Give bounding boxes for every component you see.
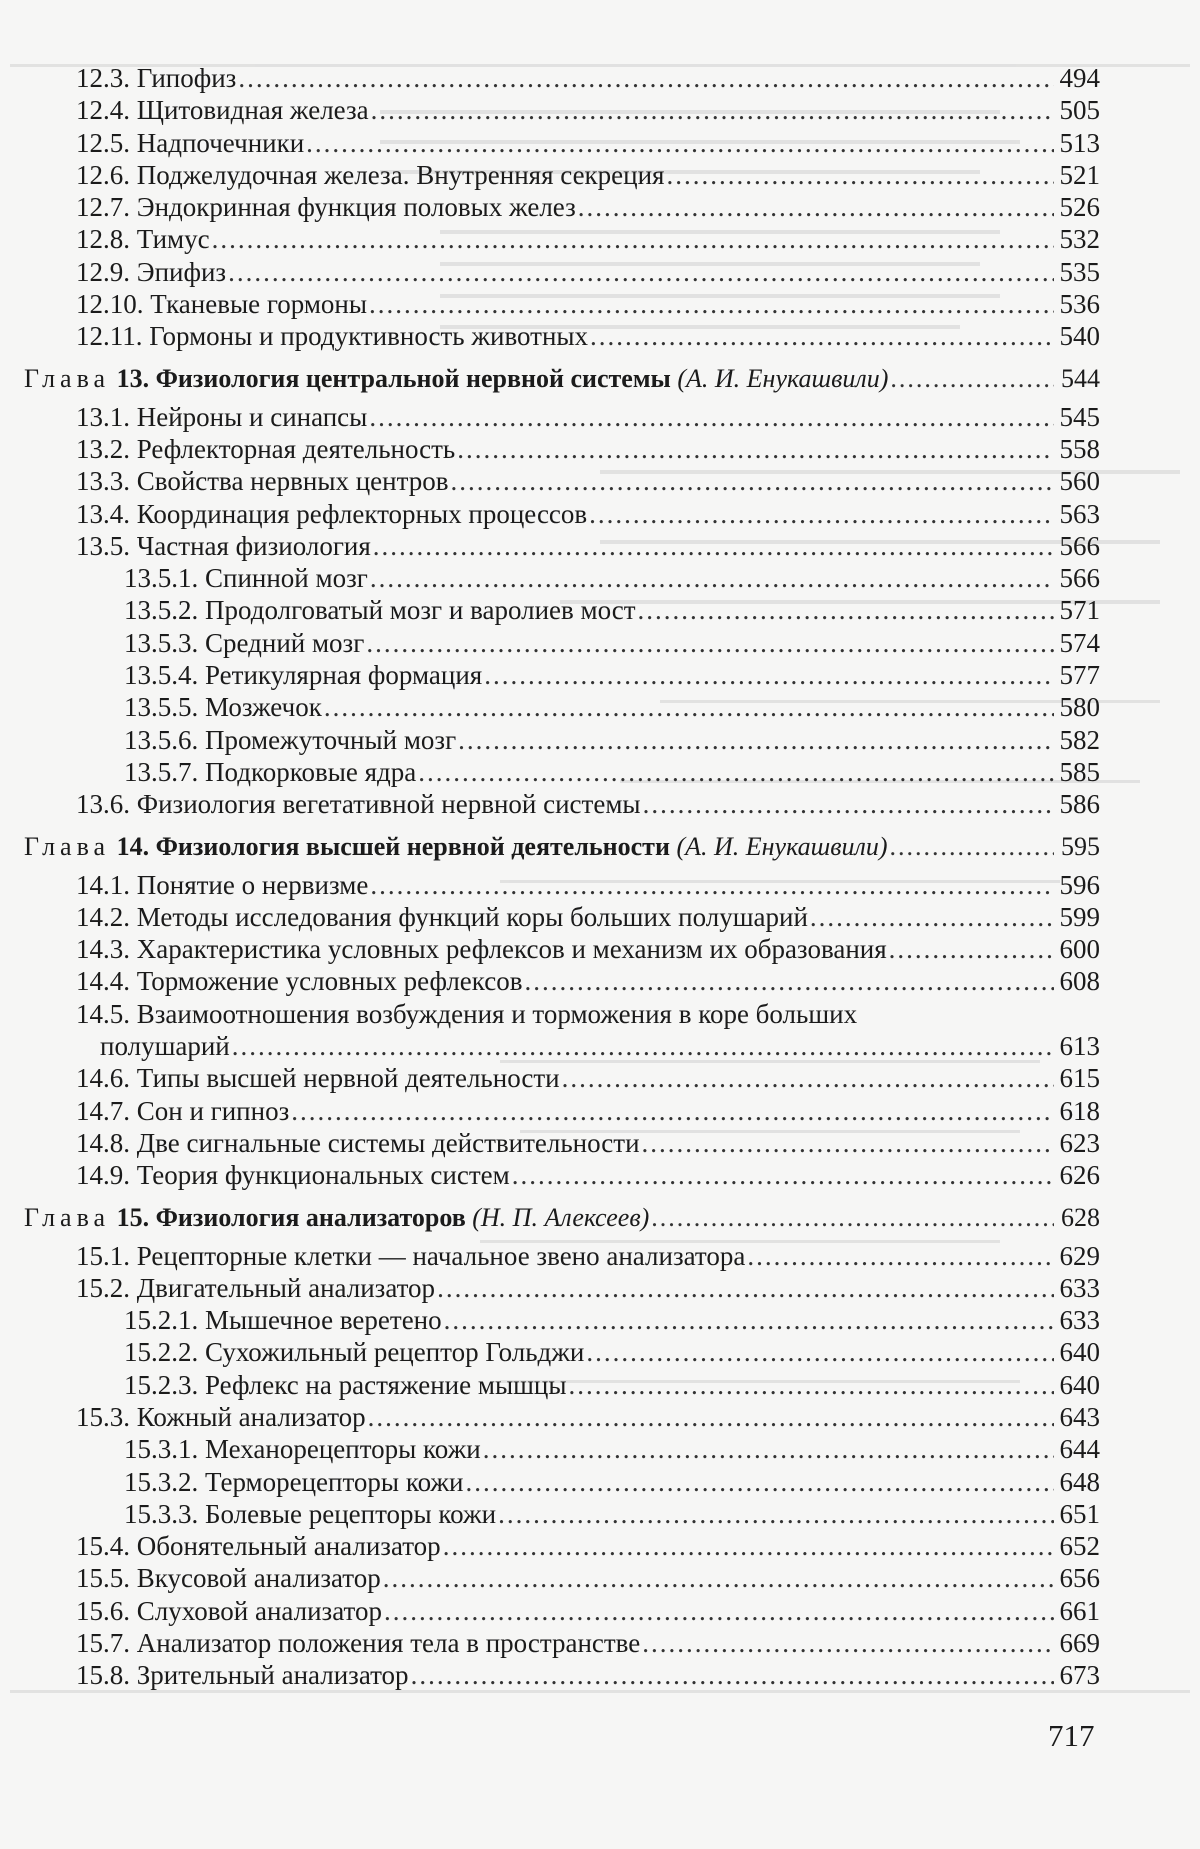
entry-title xyxy=(76,288,367,320)
page-ref: 494 xyxy=(1059,63,1100,93)
entry-title-text: Координация рефлекторных процессов xyxy=(136,498,588,529)
leader-dots xyxy=(370,869,1054,901)
toc-entry-14-5[interactable] xyxy=(24,998,1100,1063)
entry-title-text: Кожный анализатор xyxy=(136,1401,366,1432)
page-ref: 521 xyxy=(1059,159,1100,190)
chapter-author: (Н. П. Алексеев) xyxy=(472,1202,650,1232)
page-ref: 532 xyxy=(1059,224,1100,255)
page-ref: 536 xyxy=(1059,289,1100,320)
entry-title-text: Зрительный анализатор xyxy=(136,1660,409,1691)
entry-title-text: Ретикулярная формация xyxy=(205,660,483,691)
page-ref: 669 xyxy=(1059,1628,1100,1659)
entry-number: 15.2.2. xyxy=(124,1337,199,1368)
toc-entry[interactable] xyxy=(24,869,1100,901)
entry-title xyxy=(124,659,482,691)
entry-number: 13.2. xyxy=(76,433,130,464)
entry-title-text: Механорецепторы кожи xyxy=(205,1434,481,1465)
chapter-author: (А. И. Енукашвили) xyxy=(676,831,888,861)
toc-entry[interactable] xyxy=(24,191,1100,223)
leader-dots xyxy=(238,62,1054,94)
entry-number: 13.5.1. xyxy=(124,563,199,594)
page-ref: 560 xyxy=(1059,466,1100,497)
entry-number: 15.5. xyxy=(76,1563,130,1594)
page-ref: 566 xyxy=(1059,530,1100,561)
entry-number: 15.6. xyxy=(76,1595,130,1626)
entry-number: 13.1. xyxy=(76,401,130,432)
entry-number: 12.8. xyxy=(76,224,130,255)
entry-number: 14.7. xyxy=(76,1095,130,1126)
chapter-14-heading[interactable] xyxy=(24,831,1100,869)
leader-dots xyxy=(291,1095,1054,1127)
page-ref: 615 xyxy=(1059,1063,1100,1094)
page-ref: 623 xyxy=(1059,1127,1100,1158)
entry-number: 14.1. xyxy=(76,869,130,900)
entry-title-text: Спинной мозг xyxy=(205,563,368,594)
leader-dots xyxy=(384,1595,1054,1627)
page-ref: 566 xyxy=(1059,563,1100,594)
entry-number: 14.4. xyxy=(76,966,130,997)
toc-entry[interactable] xyxy=(24,530,1100,562)
leader-dots xyxy=(642,1627,1054,1659)
entry-title xyxy=(76,256,226,288)
page-ref: 633 xyxy=(1059,1272,1100,1303)
entry-number: 14.9. xyxy=(76,1160,130,1191)
leader-dots xyxy=(443,1530,1054,1562)
entry-title xyxy=(76,498,587,530)
toc-entry[interactable] xyxy=(24,1062,1100,1094)
entry-number: 14.3. xyxy=(76,934,130,965)
entry-title xyxy=(76,1272,435,1304)
toc-entry[interactable] xyxy=(24,788,1100,820)
toc-entry[interactable] xyxy=(24,288,1100,320)
entry-number: 15.8. xyxy=(76,1660,130,1691)
entry-title-text: Гормоны и продуктивность животных xyxy=(149,321,589,352)
leader-dots xyxy=(586,1336,1054,1368)
toc-entry[interactable] xyxy=(24,1627,1100,1659)
toc-entry[interactable] xyxy=(24,1562,1100,1594)
page-ref: 608 xyxy=(1059,966,1100,997)
entry-number: 12.4. xyxy=(76,95,130,126)
entry-number: 15.2.3. xyxy=(124,1369,199,1400)
leader-dots xyxy=(324,691,1054,723)
entry-title-text: Эпифиз xyxy=(136,256,227,287)
entry-title-text: Физиология вегетативной нервной системы xyxy=(136,789,641,820)
page-ref: 582 xyxy=(1059,724,1100,755)
entry-title xyxy=(124,1466,464,1498)
entry-title xyxy=(124,1433,481,1465)
entry-number: 14.2. xyxy=(76,901,130,932)
entry-title xyxy=(124,724,456,756)
entry-number: 13.4. xyxy=(76,498,130,529)
chapter-word: Глава xyxy=(24,363,111,393)
toc-entry[interactable] xyxy=(24,433,1100,465)
entry-number: 14.8. xyxy=(76,1127,130,1158)
page-ref: 513 xyxy=(1059,127,1100,158)
entry-title xyxy=(76,159,664,191)
page-number: 717 xyxy=(1048,1718,1095,1753)
page-ref: 652 xyxy=(1059,1531,1100,1562)
page-ref: 640 xyxy=(1059,1369,1100,1400)
entry-number: 13.5.3. xyxy=(124,627,199,658)
toc-section-14-part-a xyxy=(24,869,1100,998)
entry-title xyxy=(76,788,641,820)
entry-title-text: Мышечное веретено xyxy=(205,1305,442,1336)
entry-title xyxy=(124,691,322,723)
leader-dots xyxy=(368,1401,1054,1433)
leader-dots xyxy=(568,1369,1054,1401)
toc-entry[interactable] xyxy=(24,1466,1100,1498)
chapter-word: Глава xyxy=(24,1202,111,1232)
entry-title xyxy=(124,1369,566,1401)
entry-title-text: Рефлекторная деятельность xyxy=(136,433,456,464)
page-ref: 586 xyxy=(1059,789,1100,820)
toc-entry[interactable] xyxy=(24,756,1100,788)
entry-title xyxy=(76,94,369,126)
entry-number: 14.5. xyxy=(76,998,130,1029)
entry-title-text: Теория функциональных систем xyxy=(136,1160,510,1191)
entry-title xyxy=(124,1336,584,1368)
page-ref: 580 xyxy=(1059,692,1100,723)
leader-dots xyxy=(747,1240,1054,1272)
entry-number: 15.3. xyxy=(76,1401,130,1432)
entry-title-text: Эндокринная функция половых желез xyxy=(136,192,576,223)
entry-title-text: Нейроны и синапсы xyxy=(136,401,368,432)
leader-dots xyxy=(369,288,1054,320)
entry-title xyxy=(124,1498,496,1530)
page-ref: 596 xyxy=(1059,869,1100,900)
leader-dots xyxy=(371,94,1054,126)
entry-title xyxy=(76,1595,382,1627)
toc-entry[interactable] xyxy=(24,659,1100,691)
toc-entry[interactable] xyxy=(24,965,1100,997)
entry-title-text: Щитовидная железа xyxy=(136,95,369,126)
toc-entry[interactable] xyxy=(24,562,1100,594)
entry-number: 15.4. xyxy=(76,1531,130,1562)
toc-entry[interactable] xyxy=(24,223,1100,255)
page-ref: 505 xyxy=(1059,95,1100,126)
entry-title xyxy=(76,1240,745,1272)
page-ref: 628 xyxy=(1061,1202,1100,1232)
entry-number: 13.6. xyxy=(76,789,130,820)
chapter-title: 14. Физиология высшей нервной деятельности xyxy=(116,831,670,861)
page-ref: 626 xyxy=(1059,1160,1100,1191)
entry-title xyxy=(76,1627,640,1659)
leader-dots xyxy=(212,223,1054,255)
toc-entry[interactable] xyxy=(24,901,1100,933)
page-ref: 648 xyxy=(1059,1466,1100,1497)
entry-title xyxy=(124,562,368,594)
entry-number: 12.11. xyxy=(76,321,143,352)
leader-dots xyxy=(666,159,1054,191)
entry-title xyxy=(76,1095,289,1127)
entry-title-text: Тканевые гормоны xyxy=(150,289,367,320)
entry-title-text: Двигательный анализатор xyxy=(136,1272,436,1303)
leader-dots xyxy=(589,498,1054,530)
leader-dots xyxy=(466,1466,1054,1498)
entry-title-text: Методы исследования функций коры больших полушарий xyxy=(136,901,808,932)
toc-entry[interactable] xyxy=(24,401,1100,433)
leader-dots xyxy=(578,191,1054,223)
entry-title xyxy=(76,965,522,997)
toc-entry[interactable] xyxy=(24,724,1100,756)
toc-section-12 xyxy=(24,62,1100,353)
leader-dots xyxy=(890,831,1055,863)
toc-entry[interactable] xyxy=(24,498,1100,530)
entry-title xyxy=(76,465,448,497)
entry-title-text: Тимус xyxy=(136,224,210,255)
leader-dots xyxy=(370,562,1054,594)
page-ref: 563 xyxy=(1059,498,1100,529)
entry-number: 13.5.6. xyxy=(124,724,199,755)
toc-entry[interactable] xyxy=(24,594,1100,626)
toc-entry[interactable] xyxy=(24,1498,1100,1530)
leader-dots xyxy=(232,1030,1054,1062)
toc-entry[interactable] xyxy=(24,1595,1100,1627)
entry-title-text: Рецепторные клетки — начальное звено анализатора xyxy=(136,1240,746,1271)
leader-dots xyxy=(562,1062,1054,1094)
toc-entry[interactable] xyxy=(24,1530,1100,1562)
page-ref: 558 xyxy=(1059,433,1100,464)
entry-title-text: Типы высшей нервной деятельности xyxy=(136,1063,560,1094)
page-ref: 629 xyxy=(1059,1240,1100,1271)
leader-dots xyxy=(483,1433,1054,1465)
entry-title xyxy=(76,1159,510,1191)
entry-number: 12.6. xyxy=(76,159,130,190)
page-ref: 574 xyxy=(1059,627,1100,658)
entry-number: 13.5.5. xyxy=(124,692,199,723)
page-ref: 599 xyxy=(1059,901,1100,932)
leader-dots xyxy=(450,465,1054,497)
leader-dots xyxy=(642,1127,1054,1159)
toc-entry[interactable] xyxy=(24,1272,1100,1304)
entry-title xyxy=(76,1062,560,1094)
leader-dots xyxy=(444,1304,1054,1336)
page-ref: 673 xyxy=(1059,1660,1100,1691)
entry-title xyxy=(124,756,416,788)
entry-title-line-1: Взаимоотношения возбуждения и торможения в коре больших xyxy=(136,998,858,1029)
entry-title xyxy=(76,127,304,159)
entry-title xyxy=(124,627,364,659)
chapter-author: (А. И. Енукашвили) xyxy=(677,363,889,393)
entry-title xyxy=(76,191,576,223)
leader-dots xyxy=(643,788,1054,820)
toc-entry[interactable] xyxy=(24,1304,1100,1336)
entry-number: 12.3. xyxy=(76,63,130,93)
leader-dots xyxy=(810,901,1054,933)
entry-title xyxy=(124,1304,442,1336)
toc-entry[interactable] xyxy=(24,1659,1100,1691)
entry-number: 15.7. xyxy=(76,1628,130,1659)
page-ref: 526 xyxy=(1059,192,1100,223)
entry-number: 13.5.7. xyxy=(124,756,199,787)
entry-title xyxy=(76,433,455,465)
toc-entry[interactable] xyxy=(24,62,1100,94)
entry-title-line-2: полушарий xyxy=(100,1031,230,1062)
entry-title xyxy=(76,901,808,933)
leader-dots xyxy=(458,724,1054,756)
entry-number: 13.5.4. xyxy=(124,660,199,691)
entry-title-text: Подкорковые ядра xyxy=(205,756,417,787)
entry-title-text: Частная физиология xyxy=(136,530,371,561)
entry-number: 14.6. xyxy=(76,1063,130,1094)
toc-entry[interactable] xyxy=(24,94,1100,126)
leader-dots xyxy=(306,127,1054,159)
page-ref: 644 xyxy=(1059,1434,1100,1465)
entry-number: 13.5.2. xyxy=(124,595,199,626)
leader-dots xyxy=(524,965,1054,997)
entry-title xyxy=(76,1530,441,1562)
entry-title xyxy=(76,62,236,94)
page-ref: 577 xyxy=(1059,660,1100,691)
toc-entry[interactable] xyxy=(24,256,1100,288)
entry-number: 15.2. xyxy=(76,1272,130,1303)
page-ref: 585 xyxy=(1059,756,1100,787)
entry-number: 15.3.1. xyxy=(124,1434,199,1465)
entry-title-text: Сухожильный рецептор Гольджи xyxy=(205,1337,585,1368)
leader-dots xyxy=(373,530,1054,562)
entry-number: 12.7. xyxy=(76,192,130,223)
entry-title-text: Терморецепторы кожи xyxy=(205,1466,464,1497)
leader-dots xyxy=(484,659,1054,691)
page-ref: 595 xyxy=(1061,831,1100,861)
page-ref: 633 xyxy=(1059,1305,1100,1336)
toc-entry[interactable] xyxy=(24,1095,1100,1127)
toc-entry[interactable] xyxy=(24,1369,1100,1401)
page-ref: 544 xyxy=(1061,363,1100,393)
entry-title xyxy=(76,1659,409,1691)
toc-entry[interactable] xyxy=(24,1240,1100,1272)
leader-dots xyxy=(457,433,1054,465)
entry-title xyxy=(76,1401,366,1433)
leader-dots xyxy=(418,756,1054,788)
toc-entry[interactable] xyxy=(24,159,1100,191)
page-ref: 613 xyxy=(1059,1031,1100,1062)
toc-entry[interactable] xyxy=(24,465,1100,497)
entry-title-text: Средний мозг xyxy=(205,627,365,658)
entry-title-text: Гипофиз xyxy=(136,63,237,93)
leader-dots xyxy=(512,1159,1054,1191)
leader-dots xyxy=(437,1272,1054,1304)
entry-title xyxy=(76,320,588,352)
entry-number: 13.5. xyxy=(76,530,130,561)
entry-title-text: Слуховой анализатор xyxy=(136,1595,382,1626)
toc-entry[interactable] xyxy=(24,691,1100,723)
toc-entry[interactable] xyxy=(24,627,1100,659)
toc-entry[interactable] xyxy=(24,1159,1100,1191)
entry-number: 13.3. xyxy=(76,466,130,497)
toc-section-14-part-b xyxy=(24,1062,1100,1191)
entry-title-text: Сон и гипноз xyxy=(136,1095,290,1126)
entry-title-text: Промежуточный мозг xyxy=(205,724,457,755)
table-of-contents xyxy=(24,62,1100,1692)
page-ref: 600 xyxy=(1059,934,1100,965)
page-ref: 656 xyxy=(1059,1563,1100,1594)
entry-number: 12.5. xyxy=(76,127,130,158)
leader-dots xyxy=(369,401,1054,433)
chapter-title: 15. Физиология анализаторов xyxy=(116,1202,466,1232)
leader-dots xyxy=(366,627,1054,659)
entry-number: 12.10. xyxy=(76,289,144,320)
entry-title xyxy=(124,594,636,626)
entry-title-text: Вкусовой анализатор xyxy=(136,1563,381,1594)
entry-title-text: Мозжечок xyxy=(205,692,322,723)
page-ref: 618 xyxy=(1059,1095,1100,1126)
leader-dots xyxy=(890,363,1054,395)
entry-title-text: Обонятельный анализатор xyxy=(136,1531,441,1562)
entry-number: 15.1. xyxy=(76,1240,130,1271)
entry-title-text: Продолговатый мозг и варолиев мост xyxy=(205,595,636,626)
chapter-title: 13. Физиология центральной нервной системы xyxy=(116,363,671,393)
entry-title-text: Поджелудочная железа. Внутренняя секреция xyxy=(136,159,665,190)
entry-number: 15.3.3. xyxy=(124,1498,199,1529)
page-ref: 643 xyxy=(1059,1401,1100,1432)
leader-dots xyxy=(228,256,1054,288)
leader-dots xyxy=(411,1659,1054,1691)
chapter-13-heading[interactable] xyxy=(24,363,1100,401)
entry-title-text: Анализатор положения тела в пространстве xyxy=(136,1628,641,1659)
chapter-word: Глава xyxy=(24,831,111,861)
toc-section-13 xyxy=(24,401,1100,821)
entry-title xyxy=(76,869,368,901)
entry-title xyxy=(76,530,371,562)
page-ref: 640 xyxy=(1059,1337,1100,1368)
entry-title xyxy=(76,1127,640,1159)
page-ref: 545 xyxy=(1059,401,1100,432)
entry-number: 15.2.1. xyxy=(124,1305,199,1336)
entry-title-text: Свойства нервных центров xyxy=(136,466,449,497)
toc-entry[interactable] xyxy=(24,1127,1100,1159)
entry-title xyxy=(76,401,367,433)
toc-entry[interactable] xyxy=(24,1401,1100,1433)
chapter-15-heading[interactable] xyxy=(24,1202,1100,1240)
toc-entry[interactable] xyxy=(24,320,1100,352)
toc-entry[interactable] xyxy=(24,1433,1100,1465)
page-ref: 571 xyxy=(1059,595,1100,626)
page-ref: 651 xyxy=(1059,1498,1100,1529)
leader-dots xyxy=(889,933,1054,965)
entry-title-text: Торможение условных рефлексов xyxy=(136,966,523,997)
leader-dots xyxy=(590,320,1054,352)
toc-entry[interactable] xyxy=(24,1336,1100,1368)
entry-title-text: Надпочечники xyxy=(136,127,305,158)
toc-entry[interactable] xyxy=(24,127,1100,159)
entry-number: 15.3.2. xyxy=(124,1466,199,1497)
entry-title xyxy=(76,933,887,965)
toc-section-15 xyxy=(24,1240,1100,1692)
entry-title-text: Характеристика условных рефлексов и механизм их образования xyxy=(136,934,887,965)
leader-dots xyxy=(651,1202,1054,1234)
page-ref: 661 xyxy=(1059,1595,1100,1626)
entry-title-text: Две сигнальные системы действительности xyxy=(136,1127,640,1158)
entry-title-text: Понятие о нервизме xyxy=(136,869,369,900)
entry-title xyxy=(76,223,210,255)
entry-number: 12.9. xyxy=(76,256,130,287)
entry-title xyxy=(76,1562,381,1594)
entry-title-text: Рефлекс на растяжение мышцы xyxy=(205,1369,567,1400)
page-ref: 535 xyxy=(1059,256,1100,287)
page-ref: 540 xyxy=(1059,321,1100,352)
leader-dots xyxy=(383,1562,1054,1594)
leader-dots xyxy=(638,594,1054,626)
toc-entry[interactable] xyxy=(24,933,1100,965)
leader-dots xyxy=(498,1498,1054,1530)
entry-title-text: Болевые рецепторы кожи xyxy=(205,1498,497,1529)
